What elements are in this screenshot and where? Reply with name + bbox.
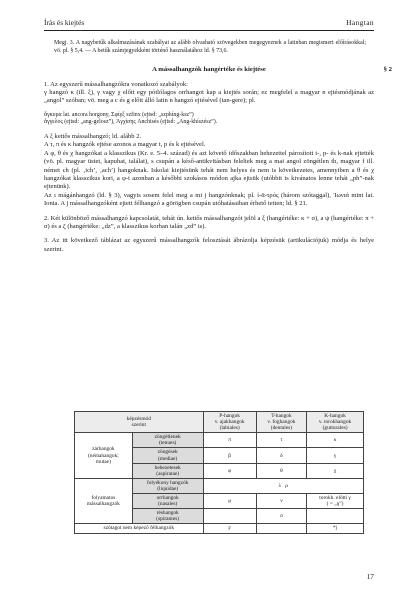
cell-sigma: σ	[256, 509, 306, 524]
group-label-mutae: zárhangok (némahangok; mutae)	[75, 433, 133, 479]
header-right: Hangtan	[346, 18, 374, 27]
cell-j: *j	[307, 524, 364, 533]
row-label-aspiratae: hehezetesek (aspiratae)	[132, 463, 203, 478]
cell-tau: τ	[256, 433, 306, 448]
header-left: Írás és kiejtés	[44, 18, 85, 27]
cell-digamma: ϝ	[203, 524, 256, 533]
group-label-continuants: folyamatos mássalhangzók	[75, 478, 133, 524]
paragraph-7: 3. Az itt következő táblázat az egyszerű mássalhangzók felosztását ábrázolja képzésük (artikulációjuk) módja és helye szerint.	[44, 237, 374, 253]
cell-delta: δ	[256, 448, 306, 463]
cell-phi: φ	[203, 463, 256, 478]
paragraph-3: A τ, π és κ hangzók ejtése azonos a magyar t, p és k ejtésével.	[44, 141, 206, 149]
cell-empty-t	[256, 524, 306, 533]
row-label-tenues: zöngétlenek (tenues)	[132, 433, 203, 448]
example-1: ἄγκυρα lat. ancora horgony, Σφίγξ szfinx (ejtsd: „szphíng-ksz”)	[44, 111, 194, 118]
note-paragraph: Megj. 3. A nagybetűk alkalmazásának szabályai az alább olvasható szövegekben megegyeznek a latinban megismert előírásokkal; vö. pl. § 5,4. — A betűk számjegyekként történő használatához ld. § 73,6.	[54, 40, 366, 54]
cell-pi: π	[203, 433, 256, 448]
section-title: A mássalhangzók hangértéke és kiejtése	[152, 66, 266, 74]
row-label-liquidae: folyékony hangzók (liquidae)	[132, 478, 203, 493]
section-number: § 2	[383, 66, 392, 74]
col-header-p: P-hangok v. ajakhangok (labiales)	[203, 412, 256, 433]
col-header-k: K-hangok v. torokhangok (gutturales)	[307, 412, 364, 433]
running-header	[44, 18, 374, 30]
paragraph-6: 2. Két különböző mássalhangzó kapcsolatát, tehát ún. kettős mássalhangzót jelöl a ξ (hangértéke: κ + σ), a ψ (hangértéke: π + σ) és a ζ (hangértéke: „dz”, a klasszikus korban talán „zd” is).	[44, 214, 374, 231]
page-number: 17	[366, 572, 374, 581]
col-header-t: T-hangok v. foghangok (dentales)	[256, 412, 306, 433]
row-label-mediae: zöngések (mediae)	[132, 448, 203, 463]
section-heading	[44, 66, 392, 74]
cell-gamma-nasal: torokh. előtti γ ( = „ŋ”)	[307, 494, 364, 509]
paragraph-2: A ξ kettős mássalhangzó; ld. alább 2.	[44, 133, 142, 140]
cell-nu: ν	[256, 494, 306, 509]
row-label-nasales: orrhangok (nasales)	[132, 494, 203, 509]
cell-kappa: κ	[307, 433, 364, 448]
cell-theta: θ	[256, 463, 306, 478]
consonant-table	[74, 411, 364, 534]
paragraph-5: Az ι mágánhangzó (ld. § 3), vagyis sosem felel meg a mi j hangzónknak; pl. ἰ-ᾶ-τρός (három szótaggal), Ἰωνιά mint lat. Ιonia. A j mássalhangzóként ejtett félhangzó a görögben csupán utóhatásaiban érhető tetten; ld. § 21.	[44, 191, 374, 208]
paragraph-1: 1. Az egyszerű mássalhangzókra vonatkozó szabályok:	[44, 80, 188, 88]
cell-empty-k	[307, 509, 364, 524]
header-rule	[44, 30, 374, 31]
table-corner: képzésmód szerint	[75, 412, 204, 433]
cell-empty-p	[203, 509, 256, 524]
cell-chi: χ	[307, 463, 364, 478]
row-label-semivowels: szótagot nem képező félhangzók	[75, 524, 204, 533]
cell-gamma: γ	[307, 448, 364, 463]
paragraph-4: A φ, θ és χ hangzókat a klasszikus (Kr. e. 5–4. század) és azt követő időszakban hehezettel párosított t-, p- és k-nak ejtették (vö. pl. magyar üstet, kapuhat, találat), s csupán a késő-antikvitásban feleltek meg a mai angol zöngétlen th, magyar f ill. német ch (pl. ‚ich’, ‚ach’) hangoknak. Iskolai kiejtésünk tehát nem helyes és nem is következetes, amennyiben a θ és χ hangzókat klasszikus kori, a φ-t azonban a későbbi szokásos módon ajka ejtsük (utóbbit is kivánatos lenne tehát „ph”-nak ejtenünk).	[44, 149, 374, 191]
main-text	[44, 40, 392, 254]
paragraph-1a: γ hangzó κ (ill. ξ), γ vagy χ előtt egy pótlólagos orrhangot kap a kiejtés során; ez megfelel a magyar n ejtésmódjának az „angol” szóban; vö. meg a c és g előtt álló latin n hangzó ejtésével (tan-gere); pl.	[44, 89, 374, 105]
example-2: ἄγγελος (ejtsd: „ang-gelosz”), Ἀγχίσης Anchisés (ejtsd: „Ang-khíszész”).	[44, 119, 218, 126]
cell-mu: μ	[203, 494, 256, 509]
cell-lambda-rho: λ ρ	[203, 478, 363, 493]
row-label-spirantes: réshangok (spirantes)	[132, 509, 203, 524]
cell-beta: β	[203, 448, 256, 463]
